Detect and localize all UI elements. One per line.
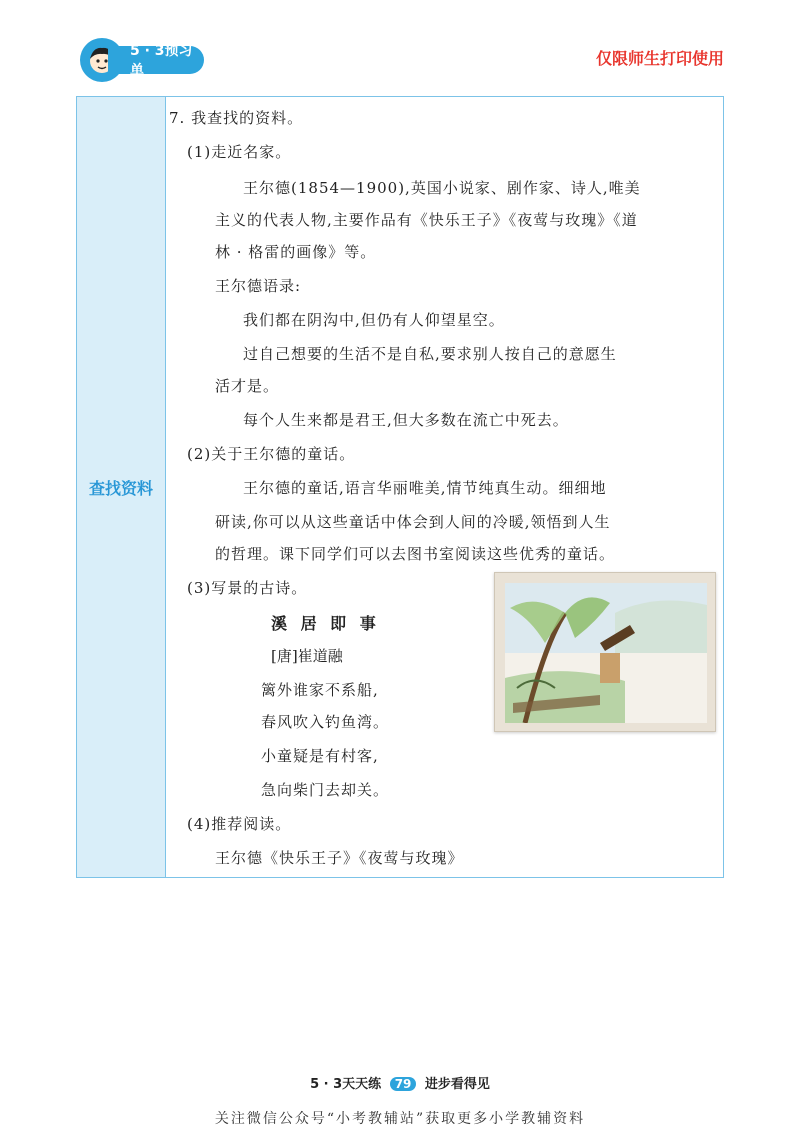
quote-3: 每个人生来都是君王,但大多数在流亡中死去。 (243, 411, 569, 429)
page-number: 79 (390, 1077, 417, 1091)
section-label: 查找资料 (88, 478, 153, 498)
content-panel (76, 96, 724, 878)
poem-line: 急向柴门去却关。 (261, 781, 390, 799)
bio-line: 主义的代表人物,主要作品有《快乐王子》《夜莺与玫瑰》《道 (215, 211, 638, 229)
part-2-title: (2)关于王尔德的童话。 (187, 445, 356, 463)
part-4-title: (4)推荐阅读。 (187, 815, 292, 833)
series-badge: 5 · 3预习单 (108, 46, 204, 74)
bio-line: 林 · 格雷的画像》等。 (215, 243, 377, 261)
fairy-tale-line: 研读,你可以从这些童话中体会到人间的冷暖,领悟到人生 (215, 513, 611, 531)
landscape-painting-image (494, 572, 716, 732)
quote-1: 我们都在阴沟中,但仍有人仰望星空。 (243, 311, 505, 329)
quote-2-line: 活才是。 (215, 377, 280, 395)
poem-line: 小童疑是有村客, (261, 747, 379, 765)
fairy-tale-line: 的哲理。课下同学们可以去图书室阅读这些优秀的童话。 (215, 545, 616, 563)
question-7: 7. 我查找的资料。 (169, 109, 304, 127)
footer-series: 5 · 3天天练 (310, 1077, 382, 1092)
print-notice: 仅限师生打印使用 (595, 49, 724, 68)
bottom-note: 关注微信公众号“小考教辅站”获取更多小学教辅资料 (214, 1111, 586, 1127)
page-footer (0, 1073, 800, 1092)
section-sidebar (77, 97, 166, 877)
part-3-title: (3)写景的古诗。 (187, 579, 308, 597)
poem-line: 篱外谁家不系船, (261, 681, 379, 699)
content-area (169, 97, 719, 877)
part-1-title: (1)走近名家。 (187, 143, 292, 161)
poem-author: [唐]崔道融 (271, 647, 343, 665)
poem-title: 溪 居 即 事 (271, 614, 380, 633)
poem-line: 春风吹入钓鱼湾。 (261, 713, 390, 731)
recommended-books: 王尔德《快乐王子》《夜莺与玫瑰》 (215, 849, 464, 867)
bio-line: 王尔德(1854—1900),英国小说家、剧作家、诗人,唯美 (243, 179, 641, 197)
quotes-title: 王尔德语录: (215, 277, 302, 295)
footer-slogan: 进步看得见 (424, 1077, 490, 1092)
quote-2-line: 过自己想要的生活不是自私,要求别人按自己的意愿生 (243, 345, 617, 363)
fairy-tale-line: 王尔德的童话,语言华丽唯美,情节纯真生动。细细地 (243, 479, 607, 497)
